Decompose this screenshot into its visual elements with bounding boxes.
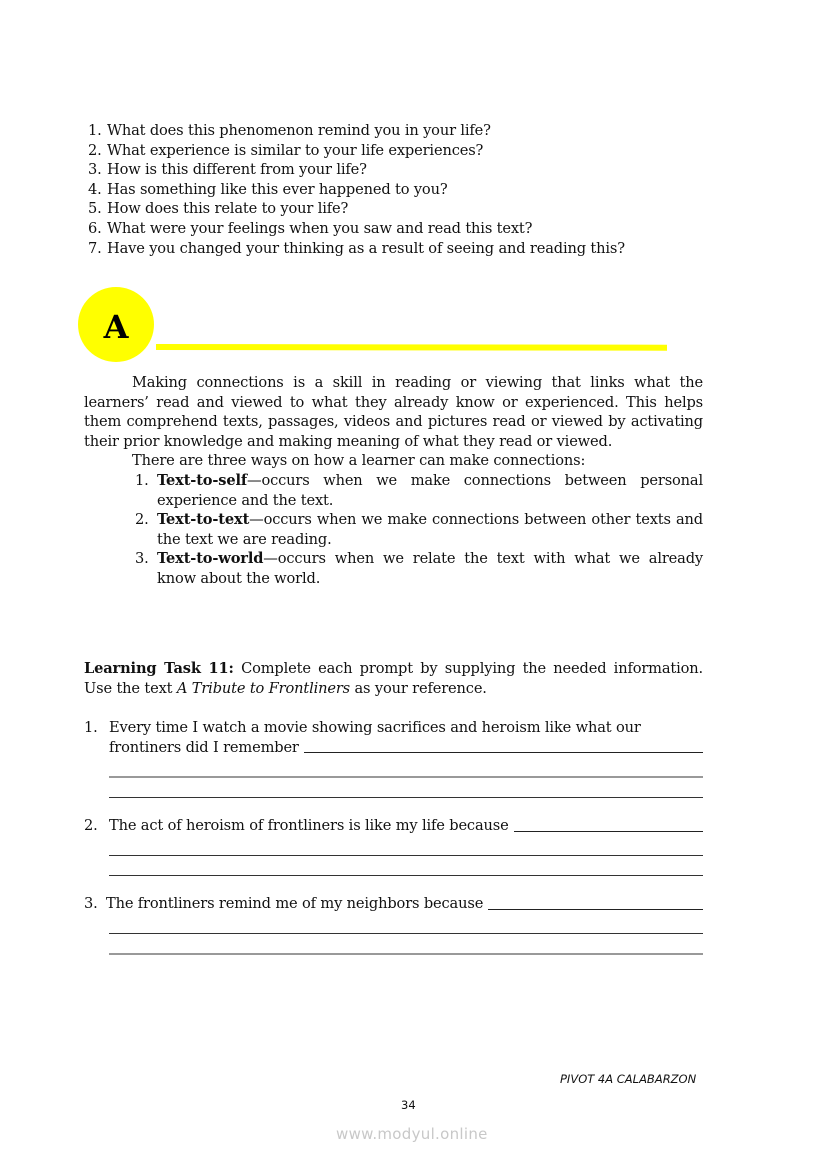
section-letter-badge: A [78,287,154,362]
ways-intro: There are three ways on how a learner can make connections: [132,452,586,470]
learning-task-instruction: Learning Task 11: Complete each prompt by supplying the needed information. Use the text A Tribute to Frontliners as your reference. [84,660,704,697]
prompt-1: 1. Every time I watch a movie showing sacrifices and heroism like what our frontiners did I remember [84,718,703,798]
answer-blank[interactable] [109,778,703,798]
question-item: 1. What does this phenomenon remind you in your life? [88,122,491,139]
reflection-questions-list [88,121,708,258]
question-item: 4. Has something like this ever happened to you? [88,180,448,198]
question-item: 3. How is this different from your life? [88,161,367,179]
answer-blank[interactable] [109,856,703,876]
answer-blank[interactable] [109,836,703,856]
section-underline-bar [156,344,667,351]
section-a-header [78,287,678,362]
answer-blank[interactable] [109,914,703,934]
connection-type-item: 2. Text-to-text—occurs when we make connections between other texts and the text we are reading. [135,511,703,548]
answer-blank[interactable] [304,738,703,754]
learning-task-label: Learning Task 11: [84,660,234,677]
term: Text-to-world [157,550,264,568]
connection-type-item: 1. Text-to-self—occurs when we make connections between personal experience and the text. [135,471,703,509]
page-number: 34 [401,1098,416,1112]
question-item: 5. How does this relate to your life? [88,200,349,218]
watermark: www.modyul.online [336,1125,488,1143]
prompt-2: 2. The act of heroism of frontliners is like my life because [84,816,703,876]
prompt-3: 3. The frontliners remind me of my neighbors because [84,894,703,955]
term: Text-to-text [157,511,250,529]
answer-blank[interactable] [109,934,703,955]
connection-types-list [84,471,703,589]
question-item: 7. Have you changed your thinking as a result of seeing and reading this? [88,239,625,257]
term: Text-to-self [157,471,248,489]
learning-task [84,659,703,698]
connection-type-item: 3. Text-to-world—occurs when we relate the text with what we already know about the world. [135,550,703,587]
making-connections-intro [84,373,703,589]
footer-brand: PIVOT 4A CALABARZON [560,1072,697,1086]
answer-blank[interactable] [514,816,703,832]
question-item: 2. What experience is similar to your life experiences? [88,141,484,159]
answer-blank[interactable] [488,894,703,910]
answer-blank[interactable] [109,757,703,778]
question-item: 6. What were your feelings when you saw and read this text? [88,219,533,237]
reference-title: A Tribute to Frontliners [176,679,351,697]
intro-paragraph: Making connections is a skill in reading or viewing that links what the learners’ read and viewed to what they already know or experienced. This helps them comprehend texts, passages, videos and pictures read or viewed by activating their prior knowledge and making meaning of what they read or viewed. [84,374,703,450]
